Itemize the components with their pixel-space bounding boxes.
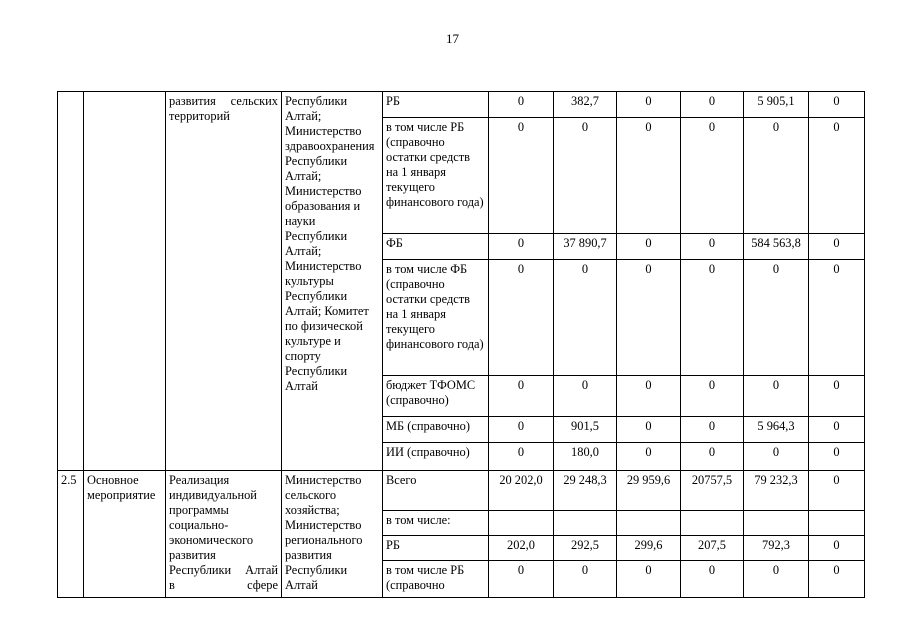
name-line bbox=[169, 563, 278, 578]
value-cell: 0 bbox=[489, 417, 554, 443]
value-cell: 0 bbox=[681, 92, 744, 118]
name-word: сфере bbox=[247, 578, 278, 592]
value-cell: 0 bbox=[744, 260, 809, 376]
value-cell: 0 bbox=[681, 417, 744, 443]
value-cell: 0 bbox=[489, 260, 554, 376]
value-cell: 0 bbox=[489, 92, 554, 118]
value-cell bbox=[489, 511, 554, 536]
name-line: развития bbox=[169, 548, 216, 562]
value-cell: 0 bbox=[489, 443, 554, 471]
value-cell: 180,0 bbox=[554, 443, 617, 471]
value-cell: 0 bbox=[681, 234, 744, 260]
value-cell: 0 bbox=[617, 443, 681, 471]
value-cell: 0 bbox=[809, 376, 865, 417]
value-cell: 0 bbox=[489, 561, 554, 598]
value-cell: 0 bbox=[617, 376, 681, 417]
measure-name-cell: развития сельских территорий bbox=[166, 92, 282, 471]
value-cell: 0 bbox=[809, 561, 865, 598]
value-cell: 292,5 bbox=[554, 536, 617, 561]
measure-type: Основное мероприятие bbox=[84, 471, 166, 598]
source-cell: РБ bbox=[383, 536, 489, 561]
value-cell: 5 905,1 bbox=[744, 92, 809, 118]
block-2 bbox=[58, 471, 865, 598]
block-1 bbox=[58, 92, 865, 471]
value-cell: 0 bbox=[681, 561, 744, 598]
value-cell: 0 bbox=[617, 260, 681, 376]
value-cell: 0 bbox=[809, 471, 865, 511]
value-cell: 0 bbox=[809, 536, 865, 561]
budget-table bbox=[57, 91, 865, 598]
source-cell: РБ bbox=[383, 92, 489, 118]
value-cell: 0 bbox=[681, 260, 744, 376]
value-cell: 0 bbox=[617, 92, 681, 118]
value-cell: 0 bbox=[554, 118, 617, 234]
value-cell: 0 bbox=[617, 561, 681, 598]
value-cell: 382,7 bbox=[554, 92, 617, 118]
name-word: Алтай bbox=[245, 563, 278, 577]
value-cell: 29 959,6 bbox=[617, 471, 681, 511]
value-cell: 0 bbox=[681, 118, 744, 234]
value-cell: 299,6 bbox=[617, 536, 681, 561]
value-cell bbox=[681, 511, 744, 536]
measure-number: 2.5 bbox=[58, 471, 84, 598]
executors-cell: Республики Алтай; Министерство здравоохранения Республики Алтай; Министерство образования и науки Республики Алтай; Министерство культуры Республики Алтай; Комитет по физической культуре и спорту Республики Алтай bbox=[282, 92, 383, 471]
value-cell: 0 bbox=[744, 443, 809, 471]
value-cell: 0 bbox=[744, 376, 809, 417]
value-cell: 584 563,8 bbox=[744, 234, 809, 260]
page-number: 17 bbox=[446, 31, 459, 46]
value-cell bbox=[617, 511, 681, 536]
value-cell: 0 bbox=[554, 376, 617, 417]
name-line: экономического bbox=[169, 533, 254, 547]
name-word: Республики bbox=[169, 563, 232, 577]
value-cell: 0 bbox=[809, 118, 865, 234]
value-cell: 0 bbox=[554, 260, 617, 376]
value-cell: 901,5 bbox=[554, 417, 617, 443]
value-cell: 0 bbox=[617, 118, 681, 234]
name-word: в bbox=[169, 578, 175, 592]
name-line: Реализация bbox=[169, 473, 230, 487]
name-line: индивидуальной bbox=[169, 488, 257, 502]
value-cell: 79 232,3 bbox=[744, 471, 809, 511]
number-cell bbox=[58, 92, 84, 471]
value-cell: 0 bbox=[617, 234, 681, 260]
source-cell: ФБ bbox=[383, 234, 489, 260]
source-cell: в том числе: bbox=[383, 511, 489, 536]
name-line bbox=[169, 578, 278, 593]
table-row bbox=[58, 92, 865, 118]
value-cell: 29 248,3 bbox=[554, 471, 617, 511]
value-cell: 0 bbox=[489, 234, 554, 260]
value-cell: 5 964,3 bbox=[744, 417, 809, 443]
source-cell: бюджет ТФОМС (справочно) bbox=[383, 376, 489, 417]
value-cell: 20757,5 bbox=[681, 471, 744, 511]
value-cell: 0 bbox=[809, 234, 865, 260]
value-cell: 0 bbox=[617, 417, 681, 443]
executors-cell: Министерство сельского хозяйства; Министерство регионального развития Республики Алтай bbox=[282, 471, 383, 598]
name-line: социально- bbox=[169, 518, 229, 532]
table-row bbox=[58, 471, 865, 511]
measure-type-cell bbox=[84, 92, 166, 471]
name-line: программы bbox=[169, 503, 229, 517]
value-cell: 0 bbox=[744, 561, 809, 598]
value-cell: 0 bbox=[681, 443, 744, 471]
measure-name-cell bbox=[166, 471, 282, 598]
value-cell: 37 890,7 bbox=[554, 234, 617, 260]
value-cell: 0 bbox=[554, 561, 617, 598]
source-cell: в том числе РБ (справочно bbox=[383, 561, 489, 598]
source-cell: ИИ (справочно) bbox=[383, 443, 489, 471]
value-cell bbox=[554, 511, 617, 536]
source-cell: в том числе ФБ (справочно остатки средств на 1 января текущего финансового года) bbox=[383, 260, 489, 376]
value-cell: 0 bbox=[744, 118, 809, 234]
value-cell: 0 bbox=[489, 118, 554, 234]
value-cell: 0 bbox=[809, 443, 865, 471]
value-cell bbox=[744, 511, 809, 536]
value-cell: 202,0 bbox=[489, 536, 554, 561]
value-cell: 0 bbox=[681, 376, 744, 417]
source-cell: МБ (справочно) bbox=[383, 417, 489, 443]
value-cell: 792,3 bbox=[744, 536, 809, 561]
value-cell: 207,5 bbox=[681, 536, 744, 561]
value-cell: 0 bbox=[809, 92, 865, 118]
value-cell: 0 bbox=[809, 260, 865, 376]
value-cell bbox=[809, 511, 865, 536]
value-cell: 0 bbox=[489, 376, 554, 417]
source-cell: в том числе РБ (справочно остатки средств на 1 января текущего финансового года) bbox=[383, 118, 489, 234]
source-cell: Всего bbox=[383, 471, 489, 511]
value-cell: 0 bbox=[809, 417, 865, 443]
value-cell: 20 202,0 bbox=[489, 471, 554, 511]
